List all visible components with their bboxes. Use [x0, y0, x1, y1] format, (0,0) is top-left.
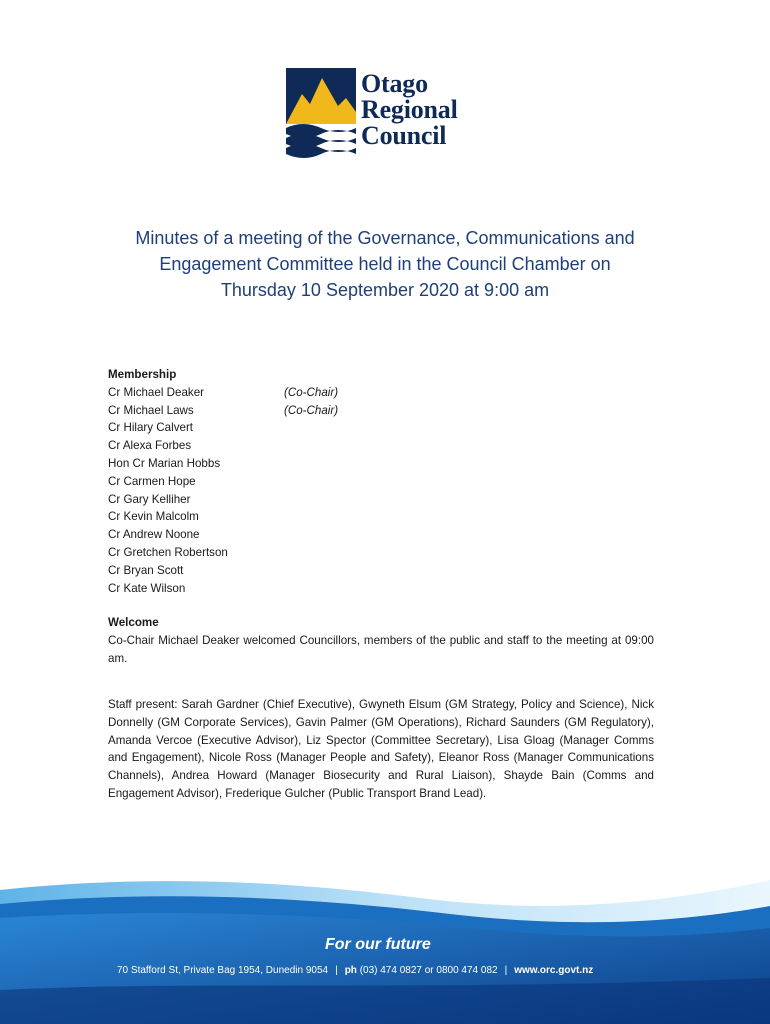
logo-line-3: Council: [361, 121, 447, 150]
welcome-section: [108, 614, 654, 667]
footer-phone-label: ph: [344, 965, 357, 976]
member-name: Hon Cr Marian Hobbs: [108, 456, 221, 470]
membership-section: [108, 366, 654, 597]
member-row: [108, 580, 654, 598]
member-row: [108, 526, 654, 544]
member-name: Cr Gary Kelliher: [108, 492, 191, 506]
staff-present-text: Staff present: Sarah Gardner (Chief Executive), Gwyneth Elsum (GM Strategy, Policy and Science), Nick Donnelly (GM Corporate Services), Gavin Palmer (GM Operations), Richard Saunders (GM Regulatory), Amanda Vercoe (Executive Advisor), Liz Spector (Committee Secretary), Lisa Gloag (Manager Comms and Engagement), Nicole Ross (Manager People and Safety), Eleanor Ross (Manager Communications Channels), Andrea Howard (Manager Biosecurity and Rural Liaison), Shayde Bain (Comms and Engagement Advisor), Frederique Gulcher (Public Transport Brand Lead).: [108, 698, 654, 800]
staff-section: [108, 696, 654, 803]
member-row: [108, 491, 654, 509]
member-name: Cr Michael Deaker: [108, 385, 204, 399]
member-name: Cr Andrew Noone: [108, 528, 200, 542]
logo-wordmark: [361, 71, 458, 149]
member-row: [108, 455, 654, 473]
footer-address: 70 Stafford St, Private Bag 1954, Dunedin 9054: [117, 965, 329, 976]
title-line-2: Engagement Committee held in the Council Chamber on: [159, 254, 611, 274]
orc-logo: [286, 68, 486, 160]
footer-tagline: For our future: [325, 936, 431, 953]
member-name: Cr Kate Wilson: [108, 581, 186, 595]
footer-contact: [117, 965, 593, 976]
member-list: [108, 384, 654, 598]
member-row: [108, 402, 654, 420]
member-name: Cr Hilary Calvert: [108, 421, 194, 435]
member-role: (Co-Chair): [284, 403, 339, 417]
member-name: Cr Michael Laws: [108, 403, 194, 417]
member-row: [108, 419, 654, 437]
member-row: [108, 508, 654, 526]
title-line-3: Thursday 10 September 2020 at 9:00 am: [220, 280, 550, 300]
mountains-waves-logo-icon: [286, 68, 356, 160]
member-name: Cr Kevin Malcolm: [108, 510, 199, 524]
page-title: [60, 225, 710, 303]
member-row: [108, 473, 654, 491]
welcome-heading: Welcome: [108, 616, 159, 629]
welcome-text: Co-Chair Michael Deaker welcomed Councillors, members of the public and staff to the meeting at 09:00 am.: [108, 633, 654, 665]
member-name: Cr Gretchen Robertson: [108, 545, 228, 559]
title-line-1: Minutes of a meeting of the Governance, Communications and: [135, 228, 635, 248]
member-row: [108, 384, 654, 402]
membership-heading: Membership: [108, 368, 177, 381]
member-row: [108, 544, 654, 562]
footer-separator: |: [335, 965, 338, 976]
logo-line-1: Otago: [361, 69, 428, 98]
member-name: Cr Bryan Scott: [108, 563, 184, 577]
member-name: Cr Carmen Hope: [108, 474, 196, 488]
logo-line-2: Regional: [361, 95, 458, 124]
footer-separator: |: [504, 965, 508, 976]
member-row: [108, 562, 654, 580]
footer-website-link[interactable]: www.orc.govt.nz: [514, 965, 594, 976]
member-name: Cr Alexa Forbes: [108, 439, 192, 453]
footer-phone: (03) 474 0827 or 0800 474 082: [359, 965, 498, 976]
member-row: [108, 437, 654, 455]
member-role: (Co-Chair): [284, 385, 339, 399]
